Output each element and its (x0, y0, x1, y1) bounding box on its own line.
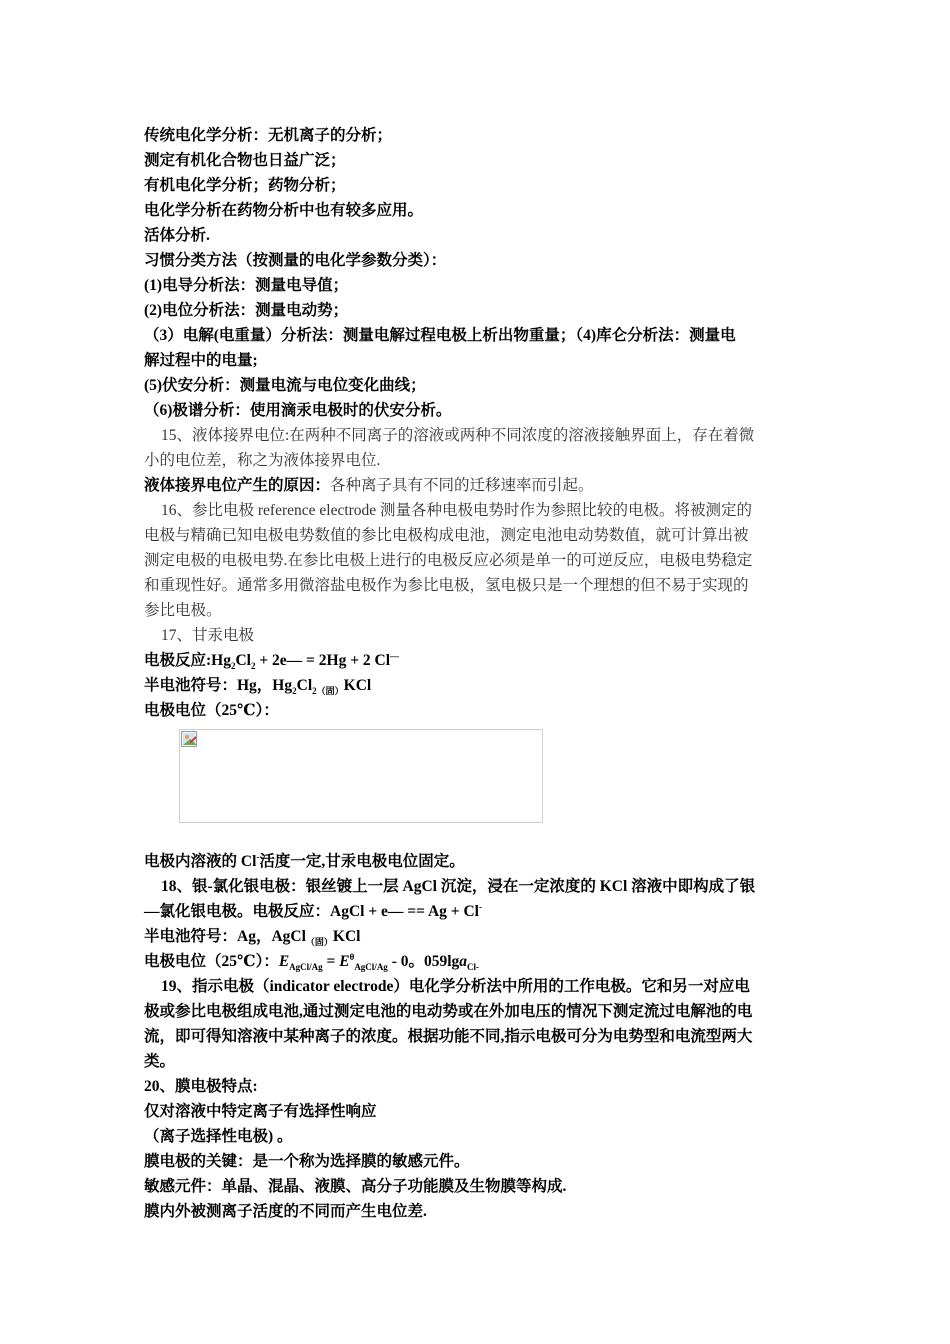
text-line: 19、指示电极（indicator electrode）电化学分析法中所用的工作电极。它和另一对应电 (161, 978, 750, 995)
text-line: 电化学分析在药物分析中也有较多应用。 (144, 202, 424, 219)
formula-part: 电极电位（25℃）： (144, 953, 279, 970)
text-line: 16、参比电极 reference electrode 测量各种电极电势时作为参照比较的电极。将被测定的 (161, 502, 753, 519)
text-line: 小的电位差，称之为液体接界电位. (144, 452, 381, 469)
formula-line (144, 924, 808, 949)
text-line: (2)电位分析法：测量电动势； (144, 302, 349, 319)
superscript: θ (349, 951, 355, 962)
subscript: AgCl/Ag (354, 962, 388, 973)
text-line: 电极与精确已知电极电势数值的参比电极构成电池，测定电池电动势数值，就可计算出被 (144, 527, 749, 544)
text-line: 测定电极的电极电势.在参比电极上进行的电极反应必须是单一的可逆反应，电极电势稳定 (144, 552, 753, 569)
formula-part: 电极内溶液的 Cl (144, 853, 257, 870)
formula-part: —氯化银电极。电极反应：AgCl + e— == Ag + Cl (144, 903, 479, 920)
text-line: 流，即可得知溶液中某种离子的浓度。根据功能不同,指示电极可分为电势型和电流型两大 (144, 1028, 753, 1045)
text-line: 有机电化学分析；药物分析； (144, 177, 346, 194)
superscript: — (390, 650, 400, 661)
text-line: (1)电导分析法：测量电导值； (144, 277, 349, 294)
text-line: 膜电极的关键：是一个称为选择膜的敏感元件。 (144, 1153, 470, 1170)
text-line: 仅对溶液中特定离子有选择性响应 (144, 1103, 377, 1120)
text-line: 和重现性好。通常多用微溶盐电极作为参比电极，氢电极只是一个理想的但不易于实现的 (144, 577, 749, 594)
subscript: 2（固） (312, 686, 344, 697)
formula-line (144, 648, 808, 673)
text-line: 极或参比电极组成电池,通过测定电池的电动势或在外加电压的情况下测定流过电解池的电 (144, 1003, 753, 1020)
formula-part: 电极反应:Hg (144, 652, 231, 669)
text-line: 敏感元件：单晶、混晶、液膜、高分子功能膜及生物膜等构成. (144, 1178, 567, 1195)
text-line: 20、膜电极特点: (144, 1078, 258, 1095)
formula-part: KCl (332, 928, 361, 945)
text-line: 17、甘汞电极 (161, 627, 255, 644)
text-line: （离子选择性电极) 。 (144, 1128, 293, 1145)
text-line: 膜内外被测离子活度的不同而产生电位差. (144, 1203, 427, 1220)
text-line: 习惯分类方法（按测量的电化学参数分类）： (144, 252, 447, 269)
body-text: 各种离子具有不同的迁移速率而引起。 (330, 477, 594, 494)
text-line: 15、液体接界电位:在两种不同离子的溶液或两种不同浓度的溶液接触界面上，存在着微 (161, 427, 755, 444)
formula-line (144, 899, 808, 924)
formula-part: Cl (296, 677, 313, 694)
text-line: （6)极谱分析：使用滴汞电极时的伏安分析。 (144, 402, 452, 419)
superscript: - (479, 901, 482, 912)
image-placeholder (179, 729, 543, 823)
subscript: 2 (292, 686, 297, 697)
subscript: AgCl/Ag (289, 962, 323, 973)
text-line: 参比电极。 (144, 602, 222, 619)
superscript: - (256, 851, 260, 862)
formula-var: E (278, 953, 290, 970)
broken-image-icon (181, 731, 197, 747)
text-line (144, 473, 808, 498)
document-page (144, 123, 808, 1224)
formula-part: Cl (235, 652, 251, 669)
formula-part: KCl (343, 677, 372, 694)
formula-part: 活度一定,甘汞电极电位固定。 (259, 853, 465, 870)
text-line (144, 849, 808, 874)
text-line: 解过程中的电量; (144, 352, 258, 369)
formula-var: a (459, 953, 468, 970)
subscript: （固） (305, 937, 333, 948)
text-line: 活体分析. (144, 227, 210, 244)
subscript: 2 (230, 661, 236, 672)
formula-part: 半电池符号：Hg，Hg (144, 677, 293, 694)
text-line: 传统电化学分析：无机离子的分析； (144, 127, 393, 144)
formula-part: = (322, 953, 340, 970)
formula-line (144, 673, 808, 698)
text-line: (5)伏安分析：测量电流与电位变化曲线； (144, 377, 426, 394)
formula-part: - 0。059lg (387, 953, 460, 970)
text-line: （3）电解(电重量）分析法：测量电解过程电极上析出物重量；（4)库仑分析法：测量电 (144, 327, 736, 344)
text-line: 测定有机化合物也日益广泛； (144, 152, 346, 169)
text-line: 电极电位（25℃）： (144, 702, 279, 719)
formula-var: E (339, 953, 350, 970)
subscript: 2 (250, 661, 256, 672)
text-line: 18、银-氯化银电极：银丝镀上一层 AgCl 沉淀，浸在一定浓度的 KCl 溶液中即构成了银 (161, 878, 756, 895)
bold-label: 液体接界电位产生的原因： (144, 477, 331, 494)
subscript: Cl- (467, 962, 480, 973)
formula-line (144, 949, 808, 974)
text-line: 类。 (144, 1053, 176, 1070)
formula-part: 半电池符号：Ag，AgCl (144, 928, 306, 945)
formula-part: + 2e— = 2Hg + 2 Cl (255, 652, 391, 669)
